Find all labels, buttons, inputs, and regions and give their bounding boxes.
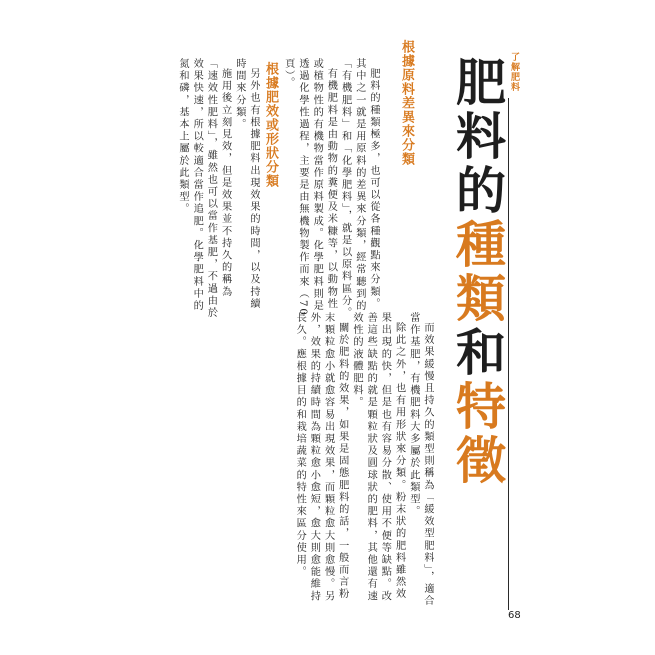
title-accent-1: 種類 bbox=[448, 218, 506, 326]
page-title bbox=[450, 56, 504, 488]
section-efficacy-shape-body bbox=[152, 58, 260, 322]
lower-text-block bbox=[240, 312, 434, 612]
section-label: 了解肥料 bbox=[509, 52, 519, 92]
paragraph: 施用後立刻見效，但是效果並不持久的稱為「速效性肥料」，雖然也可以當作基肥，不過由於效果快速，所以較適合當作追肥。化學肥料中的氮和磷，基本上屬於此類型。 bbox=[176, 58, 231, 320]
subheading-efficacy-shape: 根據肥效或形狀分類 bbox=[263, 62, 278, 188]
paragraph: 另外也有根據肥料出現效果的時間，以及持續時間來分類。 bbox=[233, 58, 259, 311]
title-part-2: 和 bbox=[448, 326, 506, 380]
title-part-1: 肥料的 bbox=[448, 56, 506, 218]
paragraph: 關於肥料的效果，如果是固態肥料的話，一般而言粉末顆粒愈小就愈容易出現效果，而顆粒愈大則愈慢。另外，效果的持續時間為顆粒愈小愈短，愈大則愈能維持長久。應根據目的和栽培蔬菜的特性來區分使用。 bbox=[294, 312, 348, 603]
title-accent-2: 特徵 bbox=[448, 380, 506, 488]
section-divider-line bbox=[508, 98, 509, 610]
subheading-raw-material: 根據原料差異來分類 bbox=[399, 40, 414, 166]
paragraph: 而效果緩慢且持久的類型則稱為「緩效型肥料」，適合當作基肥，有機肥料大多屬於此類型。 bbox=[407, 312, 433, 608]
page-number: 68 bbox=[508, 610, 521, 621]
section-raw-material-body bbox=[280, 58, 380, 322]
paragraph: 除此之外，也有用形狀來分類。粉末狀的肥料雖然效果出現的快，但是也有容易分散、使用不便等缺點。改善這些缺點的就是顆粒狀及圓球狀的肥料，其他還有速效性的液體肥料。 bbox=[350, 312, 405, 603]
paragraph: 有機肥料是由動物的糞便及米糠等，以動物性或植物性的有機物當作原料製成。化學肥料則是透過化學性過程，主要是由無機物製作而來（70頁）。 bbox=[282, 58, 337, 317]
paragraph: 肥料的種類極多，也可以從各種觀點來分類。其中之一就是用原料的差異來分類，經常聽到的「有機肥料」和「化學肥料」，就是以原料區分。 bbox=[339, 58, 379, 320]
